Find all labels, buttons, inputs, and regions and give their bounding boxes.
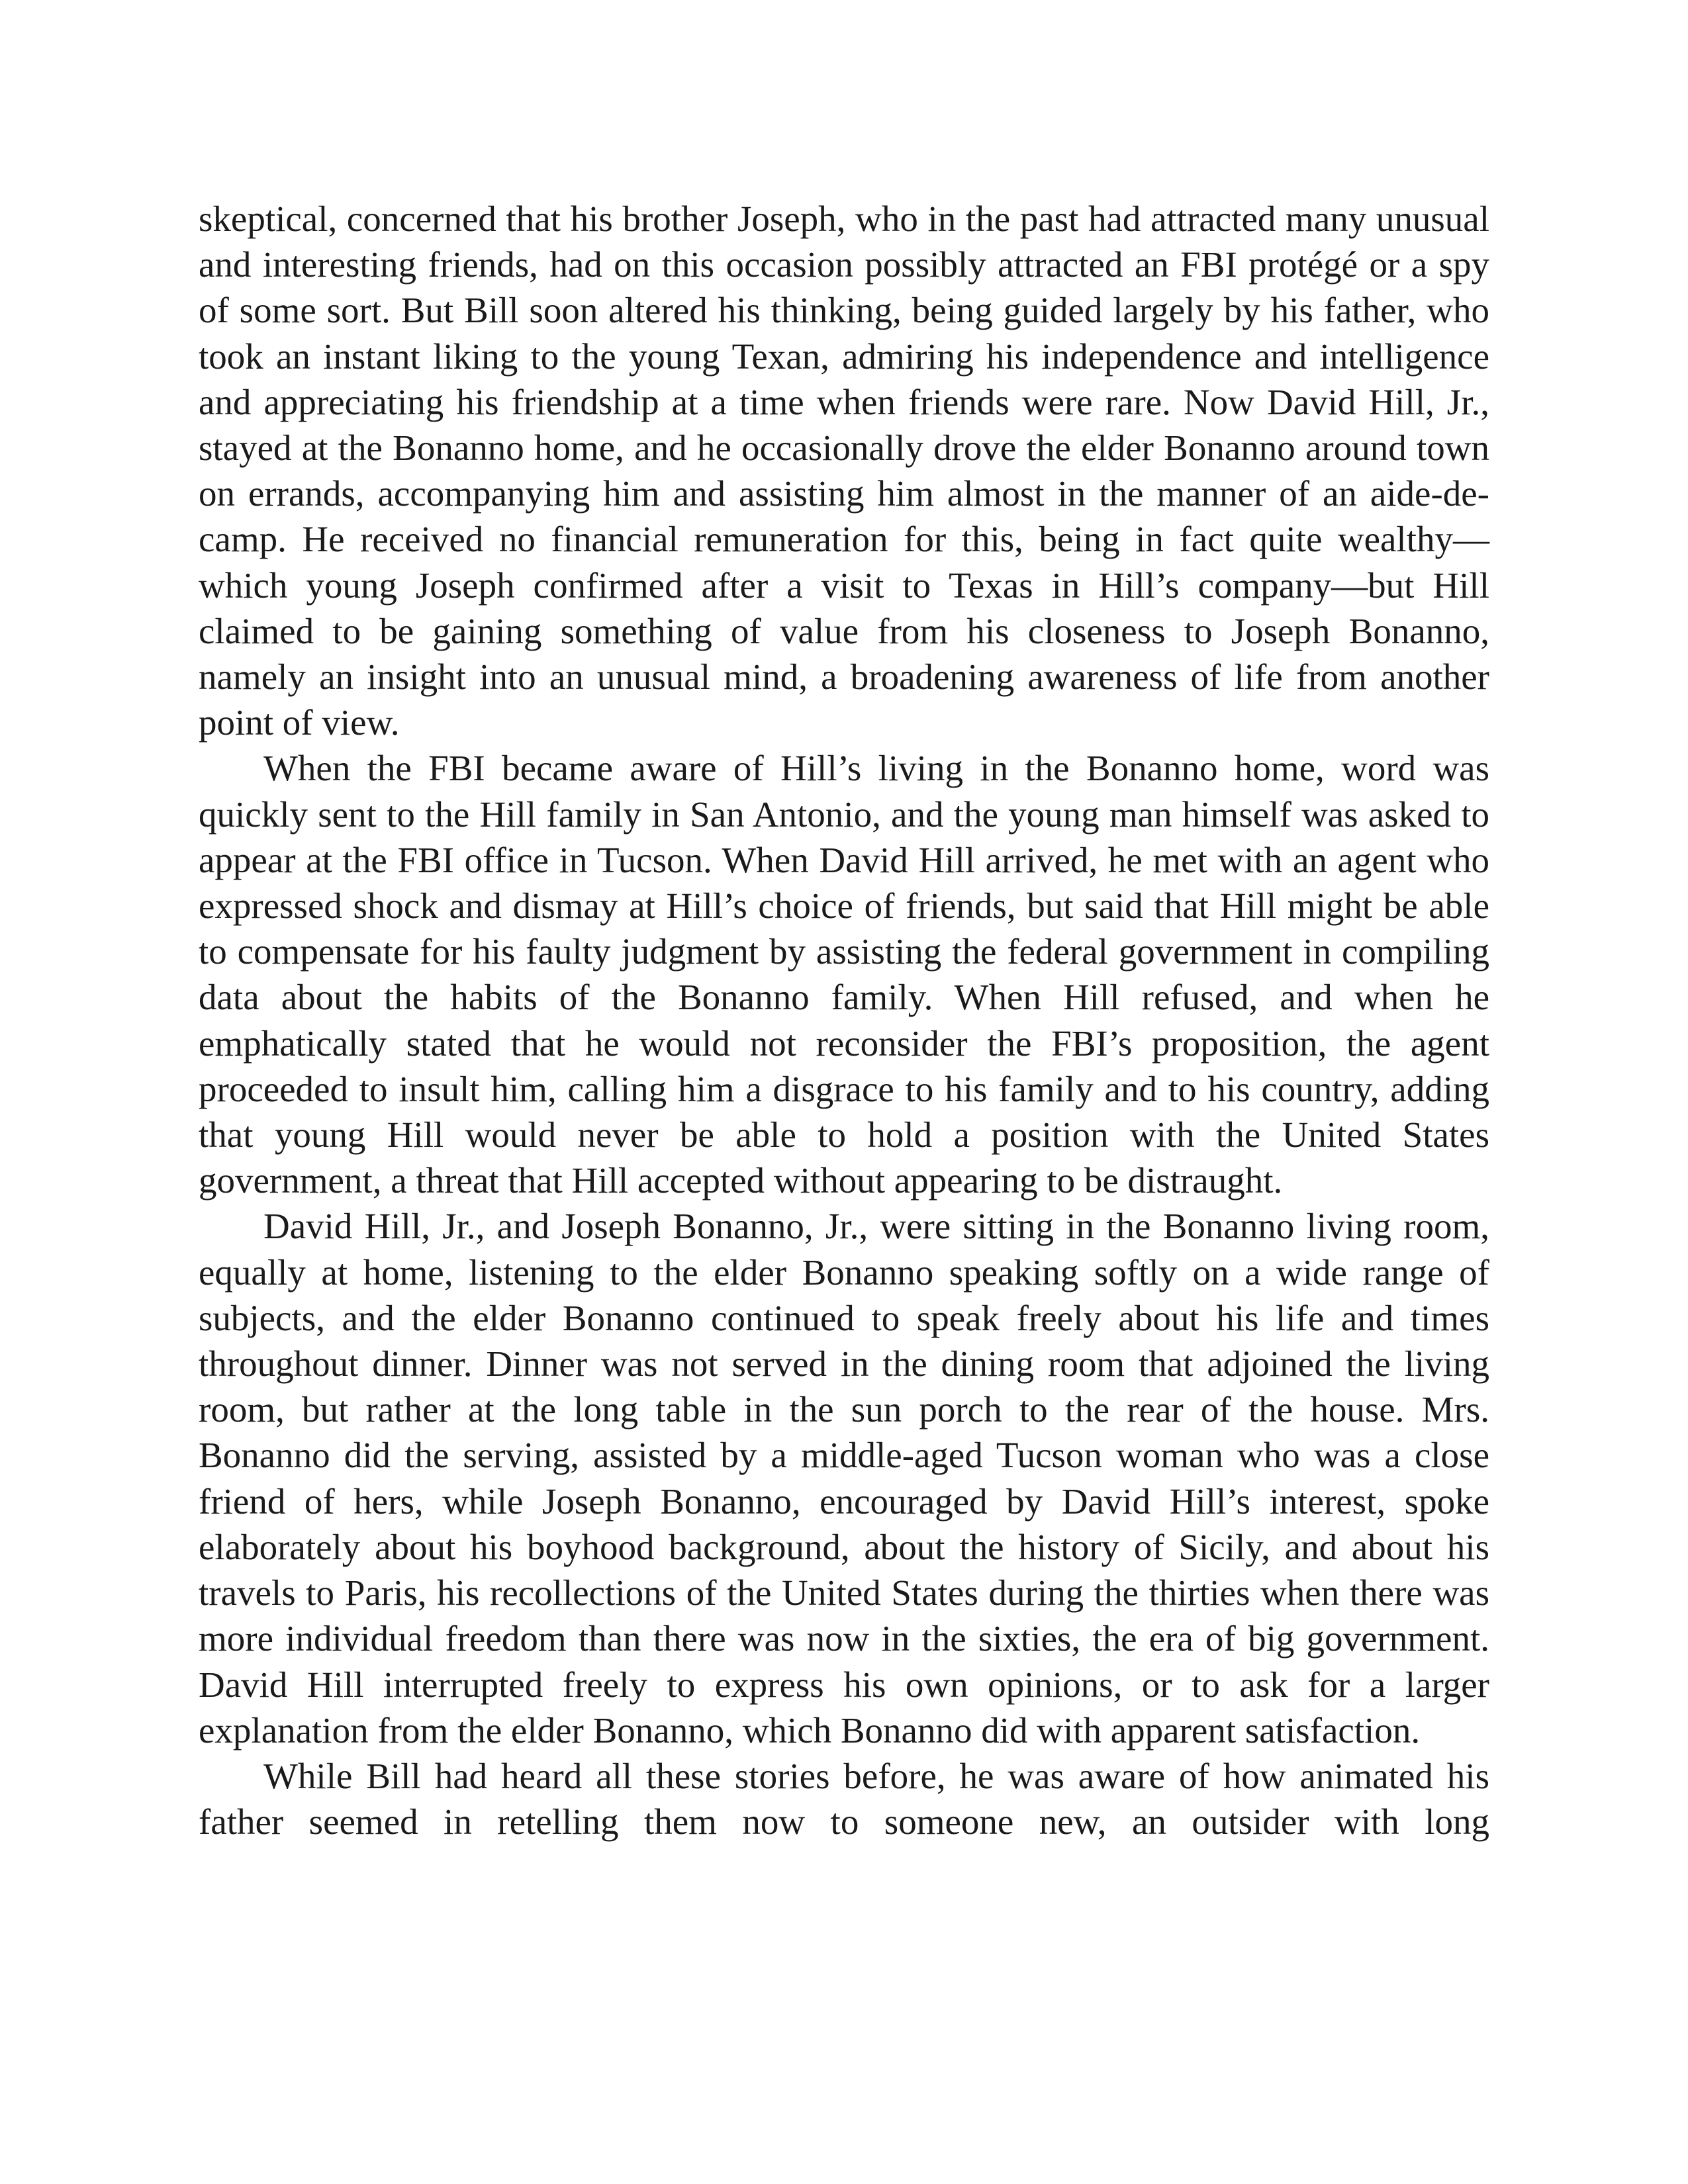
- paragraph-4: While Bill had heard all these stories before, he was aware of how animated his father seemed in retelling them now to someone new, an outsider with long: [199, 1755, 1489, 1843]
- document-page: [199, 196, 1489, 1844]
- paragraph-3: David Hill, Jr., and Joseph Bonanno, Jr., were sitting in the Bonanno living room, equally at home, listening to the elder Bonanno speaking softly on a wide range of subjects, and the elder Bonanno continued to speak freely about his life and times throughout dinner. Dinner was not served in the dining room that adjoined the living room, but rather at the long table in the sun porch to the rear of the house. Mrs. Bonanno did the serving, assisted by a middle-aged Tucson woman who was a close friend of hers, while Joseph Bonanno, encouraged by David Hill’s interest, spoke elaborately about his boyhood background, about the history of Sicily, and about his travels to Paris, his recollections of the United States during the thirties when there was more individual freedom than there was now in the sixties, the era of big government. David Hill interrupted freely to express his own opinions, or to ask for a larger explanation from the elder Bonanno, which Bonanno did with apparent satisfaction.: [199, 1206, 1489, 1751]
- paragraph-2: When the FBI became aware of Hill’s living in the Bonanno home, word was quickly sent to the Hill family in San Antonio, and the young man himself was asked to appear at the FBI office in Tucson. When David Hill arrived, he met with an agent who expressed shock and dismay at Hill’s choice of friends, but said that Hill might be able to compensate for his faulty judgment by assisting the federal government in compiling data about the habits of the Bonanno family. When Hill refused, and when he emphatically stated that he would not reconsider the FBI’s proposition, the agent proceeded to insult him, calling him a disgrace to his family and to his country, adding that young Hill would never be able to hold a position with the United States government, a threat that Hill accepted without appearing to be distraught.: [199, 748, 1489, 1201]
- paragraph-1: skeptical, concerned that his brother Joseph, who in the past had attracted many unusual and interesting friends, had on this occasion possibly attracted an FBI protégé or a spy of some sort. But Bill soon altered his thinking, being guided largely by his father, who took an instant liking to the young Texan, admiring his independence and intelligence and appreciating his friendship at a time when friends were rare. Now David Hill, Jr., stayed at the Bonanno home, and he occasionally drove the elder Bonanno around town on errands, accompanying him and assisting him almost in the manner of an aide-de-camp. He received no financial remuneration for this, being in fact quite wealthy—which young Joseph confirmed after a visit to Texas in Hill’s company—but Hill claimed to be gaining something of value from his closeness to Joseph Bonanno, namely an insight into an unusual mind, a broadening awareness of life from another point of view.: [199, 199, 1489, 743]
